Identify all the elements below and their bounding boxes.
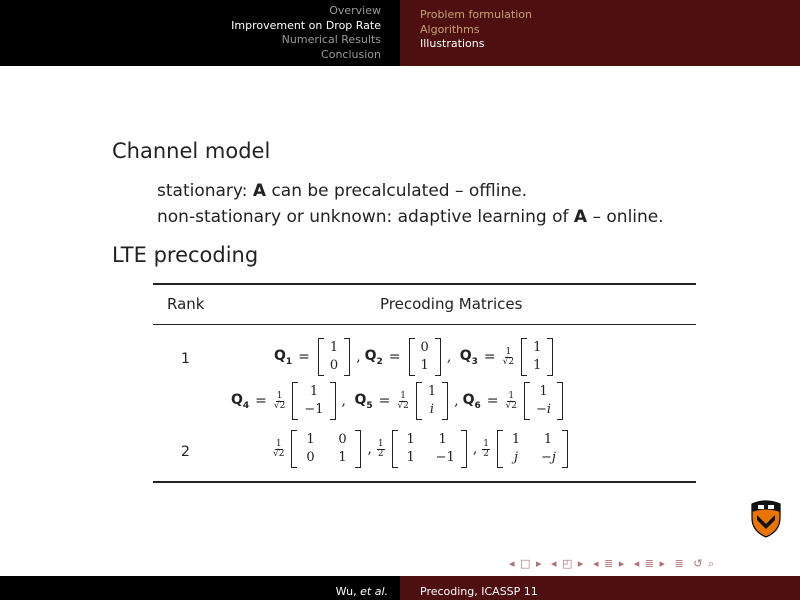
footer-author-box [0, 576, 400, 600]
nav-doc-icon[interactable]: ≣ [644, 557, 655, 570]
slide-header [0, 0, 800, 66]
table-cell-rank-2: 2 [181, 444, 190, 460]
channel-item-nonstationary [157, 207, 664, 227]
precoding-matrices-rank2: $\frac{1}{√2}$ 1 0 0 1 , $\frac{1}{2}$ 1 1 1 −1 , $\frac{1}{2}$ 1 1 j −j [272, 430, 570, 468]
table-header-rank: Rank [167, 295, 205, 313]
nav-align-icon[interactable]: ≣ [674, 557, 685, 570]
nav-frame-icon[interactable]: □ [520, 557, 531, 570]
section-link-numerical-results[interactable]: Numerical Results [281, 33, 381, 46]
section-link-conclusion[interactable]: Conclusion [321, 47, 381, 61]
nav-prev-doc-icon[interactable]: ◂ [633, 557, 640, 570]
subsection-link-problem-formulation[interactable]: Problem formulation [420, 8, 532, 21]
subsection-link-algorithms[interactable]: Algorithms [420, 22, 480, 36]
nav-search-icon[interactable]: ⌕ [707, 557, 715, 570]
nav-prev-frame-icon[interactable]: ◂ [509, 557, 516, 570]
lte-precoding-heading: LTE precoding [112, 243, 259, 267]
item-text: can be precalculated – offline. [266, 181, 528, 201]
nav-next-frame-icon[interactable]: ▸ [535, 557, 542, 570]
footer-author-name: Wu, [335, 585, 361, 598]
footer-title: Precoding, ICASSP 11 [420, 585, 538, 598]
table-header-rule [153, 324, 696, 325]
channel-item-stationary [157, 181, 527, 201]
item-text: stationary: [157, 181, 253, 201]
princeton-shield-logo [750, 498, 782, 538]
nav-prev-section-icon[interactable]: ◂ [592, 557, 599, 570]
nav-next-section-icon[interactable]: ▸ [618, 557, 625, 570]
footer-author-etal: et al. [360, 585, 388, 598]
section-nav [0, 0, 400, 66]
table-header-matrices: Precoding Matrices [380, 295, 523, 313]
channel-model-heading: Channel model [112, 139, 271, 163]
table-cell-rank-1: 1 [181, 351, 190, 367]
nav-next-subsection-icon[interactable]: ▸ [577, 557, 584, 570]
item-text: – online. [587, 207, 664, 227]
table-bottom-rule [153, 481, 696, 483]
section-link-overview[interactable]: Overview [329, 4, 381, 17]
matrix-symbol: A [252, 181, 267, 201]
section-link-improvement[interactable]: Improvement on Drop Rate [231, 18, 381, 32]
subsection-link-illustrations[interactable]: Illustrations [420, 37, 485, 50]
nav-section-icon[interactable]: ≣ [603, 557, 614, 570]
item-text: non-stationary or unknown: adaptive learning of [157, 207, 574, 227]
slide-footer [0, 576, 800, 600]
matrix-symbol: A [573, 207, 588, 227]
footer-title-box [400, 576, 800, 600]
nav-prev-subsection-icon[interactable]: ◂ [550, 557, 557, 570]
beamer-navigation-symbols [509, 557, 720, 571]
nav-next-doc-icon[interactable]: ▸ [659, 557, 666, 570]
nav-back-icon[interactable]: ↺ [693, 557, 703, 570]
precoding-matrices-rank1-line1: $Q_1$ = 1 0 , $Q_2$ = 0 1 , $Q_3$ = $\frac{1}{√2}$ 1 1 [274, 338, 555, 376]
precoding-matrices-rank1-line2: $Q_4$ = $\frac{1}{√2}$ 1 −1 , $Q_5$ = $\frac{1}{√2}$ 1 i , $Q_6$ = $\frac{1}{√2}$ 1 −i [231, 382, 565, 420]
subsection-nav [400, 0, 800, 66]
table-top-rule [153, 283, 696, 285]
nav-subsection-icon[interactable]: ◰ [562, 557, 573, 570]
footer-author [336, 585, 388, 598]
